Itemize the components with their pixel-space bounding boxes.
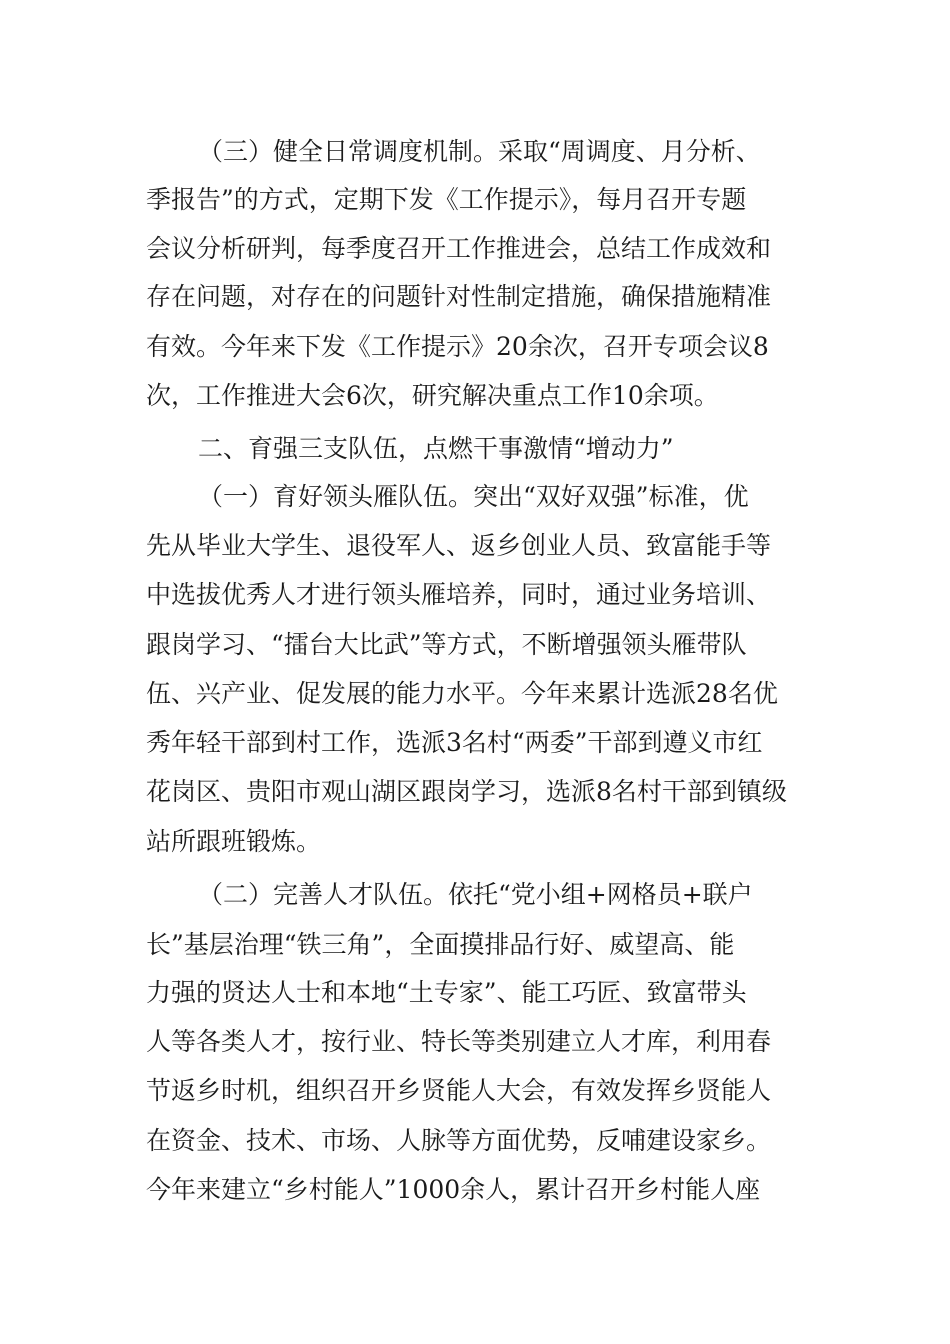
text-line bbox=[0, 371, 950, 421]
text-line bbox=[0, 718, 950, 768]
text-line bbox=[0, 920, 950, 970]
line-text: （二）完善人才队伍。依托“党小组+网格员+联户 bbox=[198, 880, 753, 909]
text-line bbox=[0, 1116, 950, 1166]
line-text: 伍、兴产业、促发展的能力水平。今年来累计选派28名优 bbox=[146, 679, 778, 708]
line-text: 花岗区、贵阳市观山湖区跟岗学习，选派8名村干部到镇级 bbox=[146, 777, 787, 806]
text-line bbox=[0, 570, 950, 620]
line-text: 季报告”的方式，定期下发《工作提示》，每月召开专题 bbox=[146, 185, 747, 214]
text-line bbox=[0, 521, 950, 571]
text-line bbox=[0, 1165, 950, 1215]
line-text: 站所跟班锻炼。 bbox=[146, 827, 322, 856]
text-line bbox=[0, 968, 950, 1018]
text-line bbox=[0, 1017, 950, 1067]
text-line bbox=[0, 669, 950, 719]
line-text: 跟岗学习、“擂台大比武”等方式，不断增强领头雁带队 bbox=[146, 630, 747, 659]
line-text: 会议分析研判，每季度召开工作推进会，总结工作成效和 bbox=[146, 234, 772, 263]
text-line bbox=[0, 767, 950, 817]
text-line bbox=[0, 472, 950, 522]
text-line bbox=[0, 224, 950, 274]
text-line bbox=[0, 817, 950, 867]
line-text: 人等各类人才，按行业、特长等类别建立人才库，利用春 bbox=[146, 1027, 772, 1056]
text-line bbox=[0, 272, 950, 322]
section-heading bbox=[0, 424, 950, 474]
line-text: 秀年轻干部到村工作，选派3名村“两委”干部到遵义市红 bbox=[146, 728, 763, 757]
line-text: 中选拔优秀人才进行领头雁培养，同时，通过业务培训、 bbox=[146, 580, 772, 609]
line-text: 次，工作推进大会6次，研究解决重点工作10余项。 bbox=[146, 381, 719, 410]
text-line bbox=[0, 127, 950, 177]
line-text: 二、育强三支队伍，点燃干事激情“增动力” bbox=[198, 434, 674, 463]
text-line bbox=[0, 1066, 950, 1116]
line-text: （三）健全日常调度机制。采取“周调度、月分析、 bbox=[198, 137, 761, 166]
line-text: 有效。今年来下发《工作提示》20余次，召开专项会议8 bbox=[146, 332, 769, 361]
text-line bbox=[0, 870, 950, 920]
line-text: 先从毕业大学生、退役军人、返乡创业人员、致富能手等 bbox=[146, 531, 772, 560]
line-text: （一）育好领头雁队伍。突出“双好双强”标准，优 bbox=[198, 482, 749, 511]
line-text: 节返乡时机，组织召开乡贤能人大会，有效发挥乡贤能人 bbox=[146, 1076, 772, 1105]
text-line bbox=[0, 620, 950, 670]
line-text: 长”基层治理“铁三角”，全面摸排品行好、威望高、能 bbox=[146, 930, 735, 959]
line-text: 存在问题，对存在的问题针对性制定措施，确保措施精准 bbox=[146, 282, 772, 311]
line-text: 今年来建立“乡村能人”1000余人，累计召开乡村能人座 bbox=[146, 1175, 761, 1204]
text-line bbox=[0, 322, 950, 372]
line-text: 在资金、技术、市场、人脉等方面优势，反哺建设家乡。 bbox=[146, 1126, 772, 1155]
line-text: 力强的贤达人士和本地“土专家”、能工巧匠、致富带头 bbox=[146, 978, 747, 1007]
text-line bbox=[0, 175, 950, 225]
